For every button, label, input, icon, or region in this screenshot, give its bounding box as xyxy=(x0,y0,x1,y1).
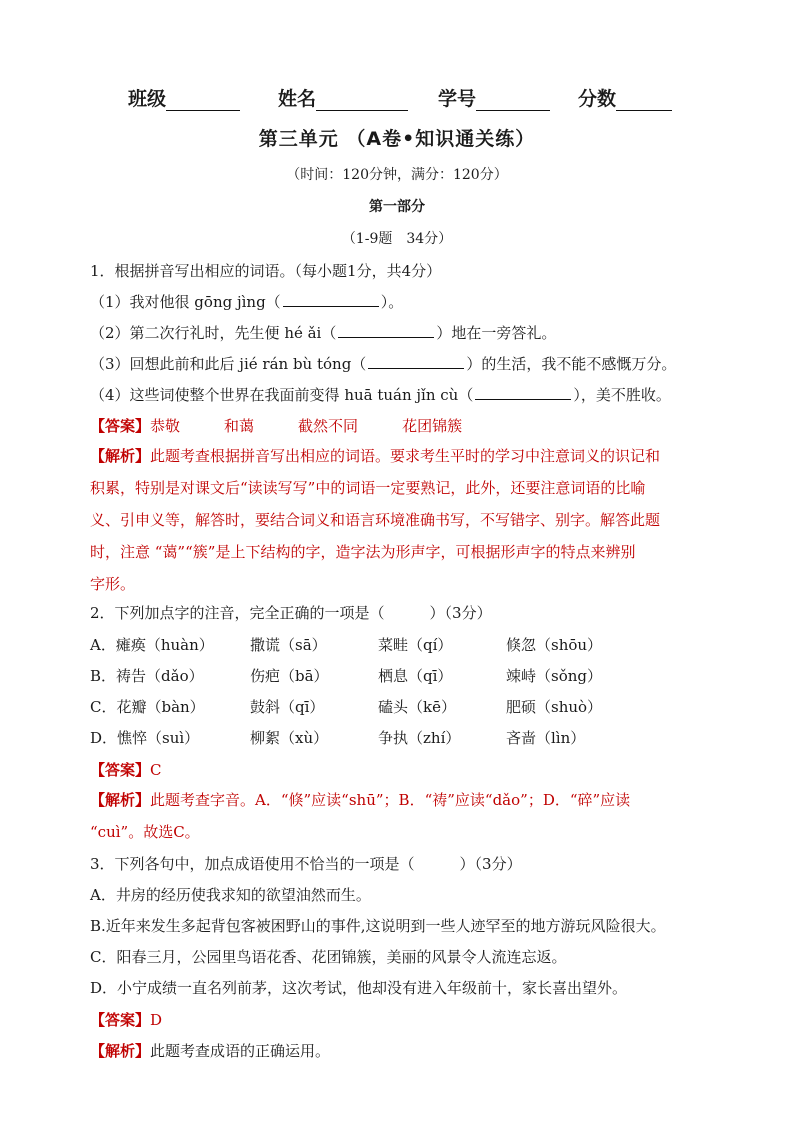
q3-option-b[interactable]: B.近年来发生多起背包客被困野山的事件,这说明到一些人迹罕至的地方游玩风险很大。 xyxy=(90,917,666,935)
q1-item-2-pre: （2）第二次行礼时，先生便 hé ǎi（ xyxy=(90,324,337,342)
analysis-tag: 【解析】 xyxy=(90,1042,151,1060)
answer-tag: 【答案】 xyxy=(90,1011,151,1029)
q1-analysis-line-5: 字形。 xyxy=(90,575,136,593)
score-blank[interactable] xyxy=(616,89,672,111)
q1-item-3 xyxy=(90,353,676,374)
q1-item-3-post: ）的生活，我不能不感慨万分。 xyxy=(466,355,677,373)
student-id-blank[interactable] xyxy=(476,89,550,111)
analysis-tag: 【解析】 xyxy=(90,447,151,465)
q1-item-3-blank[interactable] xyxy=(368,354,464,369)
score-label: 分数 xyxy=(578,88,617,110)
q1-stem: 1．根据拼音写出相应的词语。（每小题1分，共4分） xyxy=(90,262,442,280)
q3-analysis xyxy=(90,1040,330,1061)
q1-analysis xyxy=(90,440,705,600)
part-title: 第一部分 xyxy=(369,199,425,215)
q1-answer-3: 截然不同 xyxy=(298,417,359,435)
q3-stem: 3．下列各句中，加点成语使用不恰当的一项是（ ）（3分） xyxy=(90,855,522,873)
q2-stem: 2．下列加点字的注音，完全正确的一项是（ ）（3分） xyxy=(90,604,492,622)
q1-item-1 xyxy=(90,291,403,312)
q1-answer-2: 和蔼 xyxy=(224,417,255,435)
q1-item-2-blank[interactable] xyxy=(338,323,434,338)
q1-analysis-line-1: 【解析】此题考查根据拼音写出相应的词语。要求考生平时的学习中注意词义的识记和 xyxy=(90,447,661,465)
q3-option-a[interactable]: A．井房的经历使我求知的欲望油然而生。 xyxy=(90,886,371,904)
q3-answer-value: D xyxy=(150,1011,163,1029)
analysis-tag: 【解析】 xyxy=(90,791,151,809)
q1-analysis-line-4: 时，注意 “蔼”“簇”是上下结构的字，造字法为形声字，可根据形声字的特点来辨别 xyxy=(90,543,636,561)
document-page: 班级 姓名 学号 分数 第三单元 （A卷•知识通关练） （时间：120分钟，满分：120分） 第一部分 （1-9题 34分） 1．根据拼音写出相应的词语。（每小题1分，共4分） （1）我对他很 gōng jìng（ ）。 （2）第二次行礼时，先生便 hé ǎi（ ）地在一旁答礼。 （3）回想此前和此后 jié rán bù tóng（ ）的生活，我不能不感慨万分。 （4）这些词使整个世界在我面前变得 huā tuán jǐn cù（ ），美不胜收。 【答案】恭敬 和蔼 截然不同 花团锦簇 【解析】此题考查根据拼音写出相应的词语。要求考生平时的学习中注意词义的识记和 积累，特别是对课文后“读读写写”中的词语一定要熟记，此外，还要注意词语的比喻 义、引申义等，解答时，要结合词义和语言环境准确书写，不写错字、别字。解答此题 时，注意 “蔼”“簇”是上下结构的字，造字法为形声字，可根据形声字的特点来辨别 字形。 2．下列加点字的注音，完全正确的一项是（ ）（3分） A．瘫痪（huàn） 撒谎（sā） 菜畦（qí） 倏忽（shōu） B．祷告（dǎo） 伤疤（bā） 栖息（qī） 竦峙（sǒng） C．花瓣（bàn） 鼓斜（qī） 磕头（kē） 肥硕（shuò） D．憔悴（suì） 柳絮（xù） 争执（zhí） 吝啬（lìn） 【答案】C 【解析】此题考查字音。A．“倏”应读“shū”；B．“祷”应读“dǎo”；D．“碎”应读 “cuì”。故选C。 3．下列各句中，加点成语使用不恰当的一项是（ ）（3分） A．井房的经历使我求知的欲望油然而生。 B.近年来发生多起背包客被困野山的事件,这说明到一些人迹罕至的地方游玩风险很大。 C．阳春三月，公园里鸟语花香、花团锦簇，美丽的风景令人流连忘返。 D．小宁成绩一直名列前茅，这次考试，他却没有进入年级前十，家长喜出望外。 【答案】D 【解析】此题考查成语的正确运用。 xyxy=(0,0,794,1123)
q3-analysis-text: 此题考查成语的正确运用。 xyxy=(150,1042,331,1060)
q1-item-4-pre: （4）这些词使整个世界在我面前变得 huā tuán jǐn cù（ xyxy=(90,386,474,404)
name-label: 姓名 xyxy=(278,88,317,110)
q2-analysis xyxy=(90,784,705,848)
answer-tag: 【答案】 xyxy=(90,761,151,779)
name-field xyxy=(278,84,408,111)
q2-analysis-line-1: 【解析】此题考查字音。A．“倏”应读“shū”；B．“祷”应读“dǎo”；D．“碎”应读 xyxy=(90,791,631,809)
q1-item-2 xyxy=(90,322,556,343)
q1-analysis-line-3: 义、引申义等，解答时，要结合词义和语言环境准确书写，不写错字、别字。解答此题 xyxy=(90,511,661,529)
q1-item-4-blank[interactable] xyxy=(475,385,571,400)
q3-answer xyxy=(90,1009,162,1030)
class-label: 班级 xyxy=(128,88,167,110)
q1-item-2-post: ）地在一旁答礼。 xyxy=(436,324,557,342)
q1-item-1-post: ）。 xyxy=(380,293,404,311)
q1-item-1-pre: （1）我对他很 gōng jìng（ xyxy=(90,293,281,311)
name-blank[interactable] xyxy=(316,89,408,111)
part-range: （1-9题 34分） xyxy=(341,231,453,247)
unit-title: 第三单元 （A卷•知识通关练） xyxy=(258,128,536,150)
class-blank[interactable] xyxy=(166,89,240,111)
q1-item-4-post: ），美不胜收。 xyxy=(573,386,671,404)
class-field xyxy=(128,84,240,111)
exam-info: （时间：120分钟，满分：120分） xyxy=(286,167,508,183)
score-field xyxy=(578,84,672,111)
student-id-field xyxy=(438,84,550,111)
q2-answer-value: C xyxy=(150,761,162,779)
q1-item-1-blank[interactable] xyxy=(283,292,379,307)
q1-item-3-pre: （3）回想此前和此后 jié rán bù tóng（ xyxy=(90,355,367,373)
q1-item-4 xyxy=(90,384,671,405)
student-info-line xyxy=(0,84,794,112)
answer-tag: 【答案】 xyxy=(90,417,151,435)
q1-analysis-line-2: 积累，特别是对课文后“读读写写”中的词语一定要熟记，此外，还要注意词语的比喻 xyxy=(90,479,646,497)
q3-option-d[interactable]: D．小宁成绩一直名列前茅，这次考试，他却没有进入年级前十，家长喜出望外。 xyxy=(90,979,628,997)
q1-answer xyxy=(90,415,506,436)
q1-answer-4: 花团锦簇 xyxy=(402,417,463,435)
student-id-label: 学号 xyxy=(438,88,477,110)
q2-answer xyxy=(90,759,162,780)
q1-answer-1: 恭敬 xyxy=(150,417,181,435)
q2-analysis-line-2: “cuì”。故选C。 xyxy=(90,823,200,841)
q3-option-c[interactable]: C．阳春三月，公园里鸟语花香、花团锦簇，美丽的风景令人流连忘返。 xyxy=(90,948,567,966)
